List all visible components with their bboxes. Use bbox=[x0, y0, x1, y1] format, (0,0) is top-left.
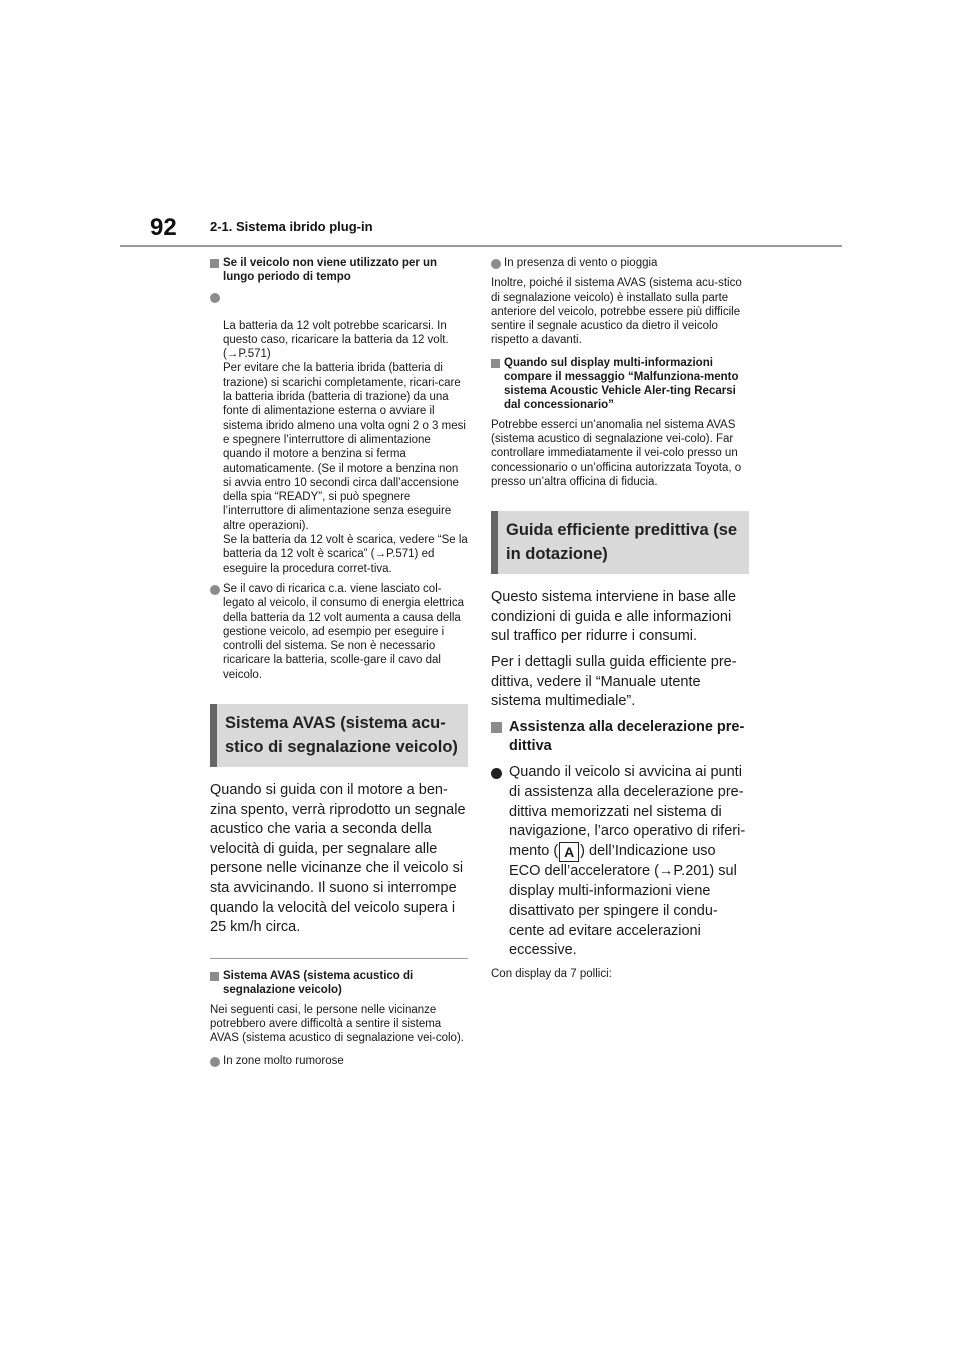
avas-front-note: Inoltre, poiché il sistema AVAS (sistema acu-stico di segnalazione veicolo) è installato sulla parte anteriore del veicolo, potrebbe essere più difficile sentire il segnale acustico da dietro il veicolo rispetto a davanti. bbox=[491, 277, 742, 347]
square-bullet-icon bbox=[210, 259, 219, 268]
section-divider bbox=[210, 958, 468, 959]
malfunction-note: Potrebbe esserci un’anomalia nel sistema AVAS (sistema acustico di segnalazione vei-colo). Far controllare immediatamente il vei-colo presso un concessionario o un’officina autorizzata Toyota, o presso un’altra officina di fiducia. bbox=[491, 418, 742, 488]
round-bullet-icon bbox=[491, 768, 502, 779]
round-bullet-icon bbox=[210, 293, 220, 303]
header-divider bbox=[120, 245, 842, 247]
page-number: 92 bbox=[150, 214, 177, 241]
display-size-note: Con display da 7 pollici: bbox=[491, 968, 612, 981]
subheading-deceleration-assist: Assistenza alla decelerazione pre-dittiva bbox=[491, 718, 749, 757]
subheading-malfunction-message: Quando sul display multi-informazioni compare il messaggio “Malfunziona-mento sistema Acoustic Vehicle Aler-ting Recarsi dal concessionario” bbox=[491, 356, 749, 412]
avas-note: Nei seguenti casi, le persone nelle vicinanze potrebbero avere difficoltà a sentire il sistema AVAS (sistema acustico di segnalazione vei-colo). bbox=[210, 1003, 464, 1045]
left-column bbox=[210, 256, 468, 1074]
round-bullet-icon bbox=[210, 1057, 220, 1067]
bullet-charge-cable: Se il cavo di ricarica c.a. viene lasciato col-legato al veicolo, il consumo di energia elettrica della batteria da 12 volt aumenta a causa della gestione veicolo, ad esempio per eseguire i controlli del sistema. Se non è necessario ricaricare la batteria, scolle-gare il cavo dal veicolo. bbox=[210, 582, 468, 682]
bullet-12v-battery: La batteria da 12 volt potrebbe scaricarsi. In questo caso, ricaricare la batteria da 12 volt. (→P.571) Per evitare che la batteria ibrida (batteria di trazione) si scarichi completamente, ricari-care la batteria ibrida (batteria di trazione) da una fonte di alimentazione esterna o avviare il sistema ibrido almeno una volta ogni 2 o 3 mesi e spegnere l’interruttore di alimentazione quando il motore a benzina si ferma automaticamente. (Se il motore a benzina non si avvia entro 10 secondi circa dall’accensione della spia “READY”, si può spegnere l’interruttore di alimentazione senza eseguire altre operazioni). Se la batteria da 12 volt è scarica, vedere “Se la batteria da 12 volt è scarica” (→P.571) ed eseguire la procedura corret-tiva. bbox=[210, 290, 468, 576]
square-bullet-icon bbox=[491, 359, 500, 368]
section-title-avas: Sistema AVAS (sistema acu-stico di segnalazione veicolo) bbox=[210, 704, 468, 767]
subheading-long-inactivity: Se il veicolo non viene utilizzato per un lungo periodo di tempo bbox=[210, 256, 468, 284]
square-bullet-icon bbox=[210, 972, 219, 981]
bullet-deceleration-points: Quando il veicolo si avvicina ai punti di assistenza alla decelerazione pre-dittiva memorizzati nel sistema di navigazione, l’arco operativo di riferi-mento ( A ) dell’Indicazione uso ECO dell’acceleratore (→P.201) sul display multi-informazioni viene disattivato per spingere il condu-cente ad evitare accelerazioni eccessive. bbox=[491, 763, 749, 961]
bullet-wind-rain: In presenza di vento o pioggia bbox=[491, 256, 749, 270]
square-bullet-icon bbox=[491, 722, 502, 733]
chapter-title: 2-1. Sistema ibrido plug-in bbox=[210, 219, 373, 234]
round-bullet-icon bbox=[210, 585, 220, 595]
right-column bbox=[491, 256, 749, 981]
bullet-noisy-areas: In zone molto rumorose bbox=[210, 1054, 468, 1068]
section-title-predictive-eco: Guida efficiente predittiva (se in dotazione) bbox=[491, 511, 749, 574]
callout-label-a: A bbox=[559, 842, 579, 862]
avas-description: Quando si guida con il motore a ben-zina spento, verrà riprodotto un segnale acustico che varia a seconda della velocità di guida, per segnalare alle persone nelle vicinanze che il veicolo si sta avvicinando. Il suono si interrompe quando la velocità del veicolo supera i 25 km/h circa. bbox=[210, 782, 466, 936]
predictive-eco-text-2: Per i dettagli sulla guida efficiente pre-dittiva, vedere il “Manuale utente sistema multimediale”. bbox=[491, 654, 737, 710]
subheading-avas: Sistema AVAS (sistema acustico di segnalazione veicolo) bbox=[210, 969, 468, 997]
round-bullet-icon bbox=[491, 259, 501, 269]
predictive-eco-text-1: Questo sistema interviene in base alle condizioni di guida e alle informazioni sul traffico per ridurre i consumi. bbox=[491, 589, 737, 645]
